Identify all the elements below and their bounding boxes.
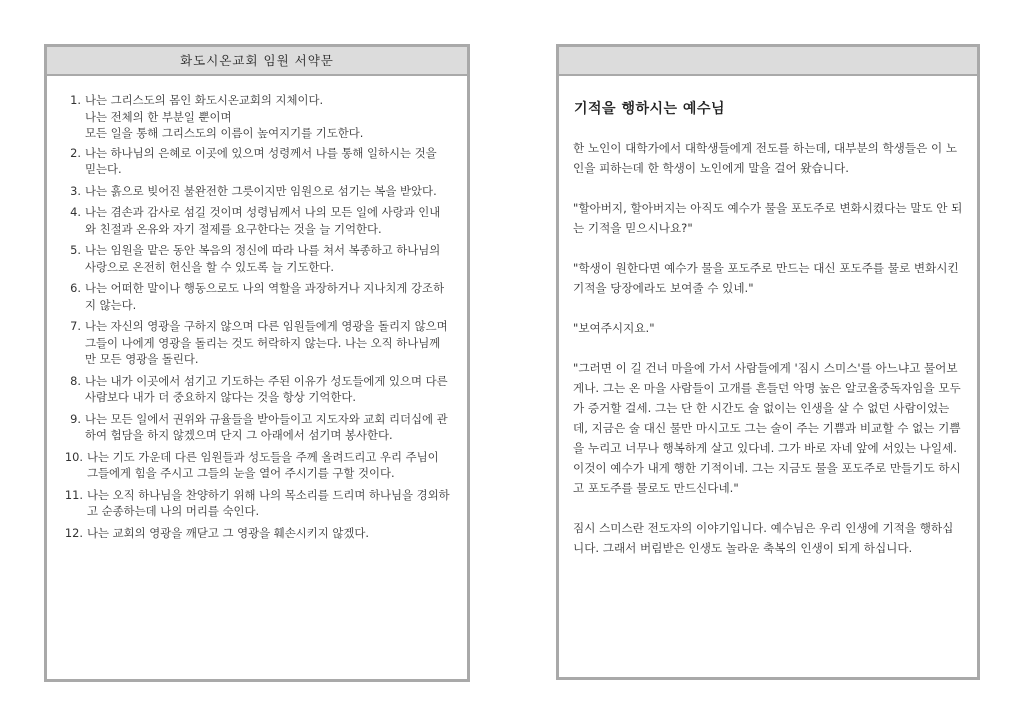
pledge-number: 9.: [70, 411, 81, 426]
pledge-number: 10.: [64, 449, 83, 464]
pledge-number: 3.: [70, 183, 81, 198]
pledge-text: 나는 어떠한 말이나 행동으로도 나의 역할을 과장하거나 지나치게 강조하지 않는다.: [85, 281, 445, 312]
pledge-item-7: [63, 318, 451, 368]
pledge-title: 화도시온교회 임원 서약문: [47, 47, 467, 76]
pledge-text: 나는 자신의 영광을 구하지 않으며 다른 임원들에게 영광을 돌리지 않으며 그들이 나에게 영광을 돌리는 것도 허락하지 않는다. 나는 오직 하나님께만 모든 영광을 돌린다.: [85, 319, 448, 366]
pledge-text: 나는 모든 일에서 권위와 규율들을 받아들이고 지도자와 교회 리더십에 관하여 험담을 하지 않겠으며 단지 그 아래에서 섬기며 봉사한다.: [85, 411, 448, 442]
pledge-number: 6.: [70, 281, 81, 295]
pledge-number: 7.: [70, 319, 81, 333]
pledge-number: 5.: [70, 243, 81, 257]
story-body: [559, 76, 977, 558]
pledge-item-5: [63, 242, 451, 275]
pledge-text: 나는 교회의 영광을 깨닫고 그 영광을 훼손시키지 않겠다.: [87, 525, 370, 540]
pledge-text: 나는 임원을 맡은 동안 복음의 정신에 따라 나를 쳐서 복종하고 하나님의 사랑으로 온전히 헌신을 할 수 있도록 늘 기도한다.: [85, 243, 441, 274]
pledge-number: 1.: [70, 93, 81, 107]
pledge-text: [85, 92, 451, 142]
pledge-item-6: [63, 280, 451, 313]
pledge-text: 나는 오직 하나님을 찬양하기 위해 나의 목소리를 드리며 하나님을 경외하고 순종하는데 나의 머리를 숙인다.: [87, 487, 450, 518]
story-paragraph: "할아버지, 할아버지는 아직도 예수가 물을 포도주로 변화시켰다는 말도 안 되는 기적을 믿으시나요?": [573, 201, 963, 235]
pledge-number: 11.: [64, 487, 83, 502]
pledge-item-10: [63, 449, 451, 482]
pledge-text: 나는 흙으로 빚어진 불완전한 그릇이지만 임원으로 섬기는 복을 받았다.: [85, 183, 437, 198]
story-paragraph: 한 노인이 대학가에서 대학생들에게 전도를 하는데, 대부분의 학생들은 이 노인을 피하는데 한 학생이 노인에게 말을 걸어 왔습니다.: [573, 141, 958, 175]
story-panel: [556, 44, 980, 680]
story-paragraph: 짐시 스미스란 전도자의 이야기입니다. 예수님은 우리 인생에 기적을 행하십니다. 그래서 버림받은 인생도 놀라운 축복의 인생이 되게 하십니다.: [573, 521, 954, 555]
pledge-line: 나는 전체의 한 부분일 뿐이며: [85, 109, 232, 124]
pledge-text: 나는 기도 가운데 다른 임원들과 성도들을 주께 올려드리고 우리 주님이 그들에게 힘을 주시고 그들의 눈을 열어 주시기를 구할 것이다.: [87, 449, 439, 480]
pledge-item-4: [63, 204, 451, 237]
pledge-item-11: [63, 487, 451, 520]
story-paragraph: "학생이 원한다면 예수가 물을 포도주로 만드는 대신 포도주를 물로 변화시킨 기적을 당장에라도 보여줄 수 있네.": [573, 261, 959, 295]
pledge-line: 모든 일을 통해 그리스도의 이름이 높여지기를 기도한다.: [85, 126, 364, 140]
story-paragraph: "보여주시지요.": [573, 321, 655, 335]
pledge-text: 나는 겸손과 감사로 섬길 것이며 성령님께서 나의 모든 일에 사랑과 인내와 친절과 온유와 자기 절제를 요구한다는 것을 늘 기억한다.: [85, 205, 441, 236]
pledge-list: [47, 76, 467, 541]
pledge-text: 나는 하나님의 은혜로 이곳에 있으며 성령께서 나를 통해 일하시는 것을 믿는다.: [85, 145, 437, 176]
pledge-number: 8.: [70, 373, 81, 388]
pledge-line: 나는 그리스도의 몸인 화도시온교회의 지체이다.: [85, 93, 324, 107]
pledge-item-3: [63, 183, 451, 200]
pledge-item-12: [63, 525, 451, 542]
pledge-panel: [44, 44, 470, 682]
story-title: 기적을 행하시는 예수님: [574, 101, 725, 117]
pledge-number: 12.: [64, 525, 83, 540]
pledge-item-1: [63, 92, 451, 142]
pledge-item-8: [63, 373, 451, 406]
pledge-item-9: [63, 411, 451, 444]
pledge-number: 2.: [70, 145, 81, 160]
pledge-item-2: [63, 145, 451, 178]
pledge-number: 4.: [70, 205, 81, 219]
story-paragraph: "그러면 이 길 건너 마을에 가서 사람들에게 '짐시 스미스'를 아느냐고 물어보게나. 그는 온 마을 사람들이 고개를 흔들던 악명 높은 알코올중독자임을 모두가 증거할 걸세. 그는 단 한 시간도 술 없이는 인생을 살 수 없던 사람이었는데, 지금은 술 대신 물만 마시고도 그는 술이 주는 기쁨과 비교할 수 없는 기쁨을 누리고 너무나 행복하게 살고 있다네. 그가 바로 자네 앞에 서있는 나일세. 이것이 예수가 내게 행한 기적이네. 그는 지금도 물을 포도주로 만들기도 하시고 포도주를 물로도 만드신다네.": [573, 361, 961, 495]
pledge-text: 나는 내가 이곳에서 섬기고 기도하는 주된 이유가 성도들에게 있으며 다른 사람보다 내가 더 중요하지 않다는 것을 항상 기억한다.: [85, 373, 448, 404]
story-panel-header: [559, 47, 977, 76]
